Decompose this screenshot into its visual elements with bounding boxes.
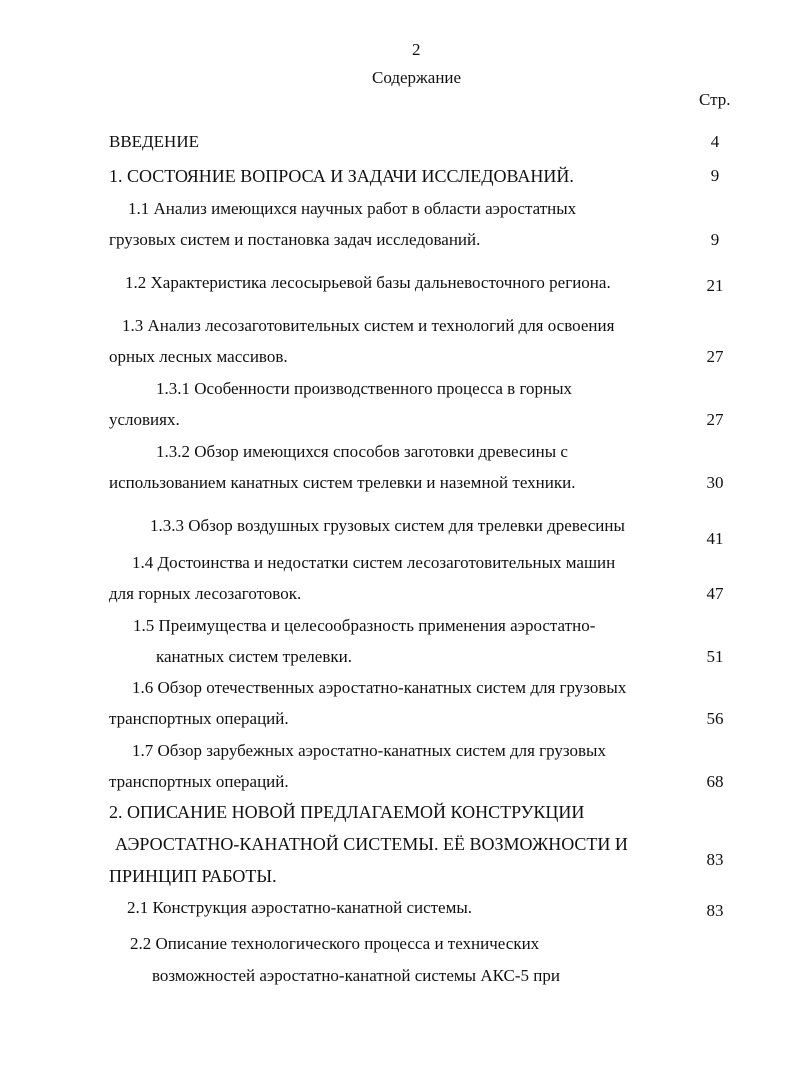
toc-entry-label-line2: для горных лесозаготовок. <box>109 584 302 603</box>
toc-entry-label-line2: АЭРОСТАТНО-КАНАТНОЙ СИСТЕМЫ. ЕЁ ВОЗМОЖНОСТИ И <box>115 834 628 854</box>
toc-entry-label-line2: использованием канатных систем трелевки и наземной техники. <box>109 473 576 492</box>
toc-entry-label-line1: 1.3.1 Особенности производственного процесса в горных <box>156 379 573 398</box>
toc-entry-label-line2: грузовых систем и постановка задач исследований. <box>109 230 481 249</box>
page-column-header: Стр. <box>699 90 731 109</box>
toc-entry-label-line1: 1.3 Анализ лесозаготовительных систем и технологий для освоения <box>122 316 615 335</box>
toc-entry-label-line2: орных лесных массивов. <box>109 347 288 366</box>
toc-entry-label-line1: 1.6 Обзор отечественных аэростатно-канатных систем для грузовых <box>132 678 627 697</box>
toc-entry-label: 2.1 Конструкция аэростатно-канатной системы. <box>127 898 473 917</box>
toc-entry-label: 1.3.3 Обзор воздушных грузовых систем для трелевки древесины <box>150 516 625 535</box>
toc-entry-page: 27 <box>706 347 724 366</box>
toc-entry-page: 47 <box>706 584 724 603</box>
toc-entry-label-line2: транспортных операций. <box>109 772 289 791</box>
toc-entry-page: 4 <box>710 132 720 151</box>
toc-entry-label-line1: 1.5 Преимущества и целесообразность применения аэростатно- <box>133 616 596 635</box>
toc-entry-page: 51 <box>706 647 724 666</box>
toc-entry-label-line2: возможностей аэростатно-канатной системы АКС-5 при <box>152 966 560 985</box>
toc-entry-label: 1.2 Характеристика лесосырьевой базы дальневосточного региона. <box>125 273 611 292</box>
toc-entry-label-line2: канатных систем трелевки. <box>156 647 352 666</box>
toc-entry-label: 1. СОСТОЯНИЕ ВОПРОСА И ЗАДАЧИ ИССЛЕДОВАНИЙ. <box>109 166 574 186</box>
toc-entry-page: 27 <box>706 410 724 429</box>
toc-entry-page: 21 <box>706 276 724 295</box>
toc-entry-label-line1: 1.7 Обзор зарубежных аэростатно-канатных систем для грузовых <box>132 741 606 760</box>
toc-entry-label-line1: 1.3.2 Обзор имеющихся способов заготовки древесины с <box>156 442 568 461</box>
toc-entry-label-line1: 1.4 Достоинства и недостатки систем лесозаготовительных машин <box>132 553 616 572</box>
toc-entry-label-line2: условиях. <box>109 410 180 429</box>
toc-entry-label-line1: 2. ОПИСАНИЕ НОВОЙ ПРЕДЛАГАЕМОЙ КОНСТРУКЦИИ <box>109 802 585 822</box>
toc-entry-page: 9 <box>710 230 720 249</box>
page-title: Содержание <box>372 68 462 87</box>
toc-entry-label-line1: 2.2 Описание технологического процесса и технических <box>130 934 540 953</box>
toc-entry-page: 30 <box>706 473 724 492</box>
toc-entry-page: 83 <box>706 901 724 920</box>
toc-entry-label-line3: ПРИНЦИП РАБОТЫ. <box>109 866 277 886</box>
toc-entry-page: 9 <box>710 166 720 185</box>
toc-entry-label-line1: 1.1 Анализ имеющихся научных работ в области аэростатных <box>128 199 577 218</box>
toc-entry-label-line2: транспортных операций. <box>109 709 289 728</box>
toc-entry-page: 56 <box>706 709 724 728</box>
toc-entry-label: ВВЕДЕНИЕ <box>109 132 199 151</box>
toc-entry-page: 83 <box>706 850 724 869</box>
page-number: 2 <box>412 40 421 59</box>
toc-entry-page: 68 <box>706 772 724 791</box>
toc-entry-page: 41 <box>706 529 724 548</box>
